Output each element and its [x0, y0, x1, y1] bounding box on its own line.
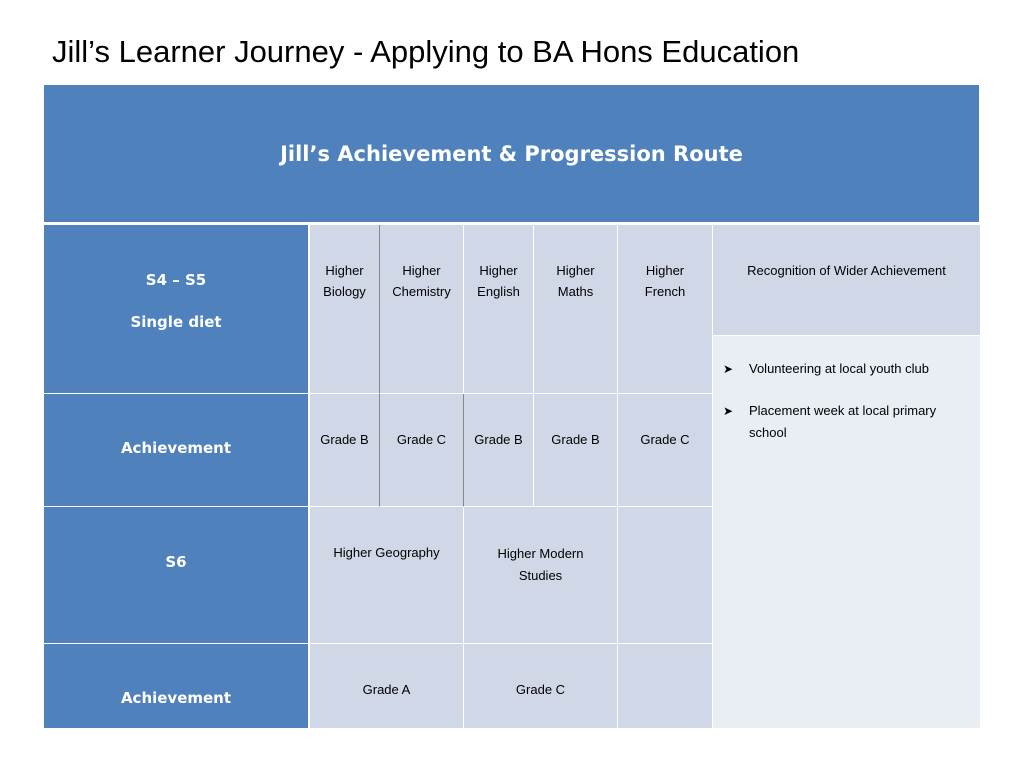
subject-line: Biology: [323, 284, 366, 299]
grade-cell: Grade B: [310, 394, 380, 507]
grade-cell: Grade B: [534, 394, 618, 507]
subject-line: Higher: [556, 263, 595, 278]
subject-line: English: [477, 284, 520, 299]
row-label-s4-s5: [44, 225, 310, 394]
empty-cell: [618, 507, 713, 644]
progression-table: [44, 85, 980, 731]
empty-cell: [618, 644, 713, 728]
subject-line: Chemistry: [392, 284, 451, 299]
grade-cell: Grade B: [464, 394, 534, 507]
subject-line: Higher: [325, 263, 364, 278]
subject-line: Higher: [479, 263, 518, 278]
subject-cell: [618, 225, 713, 394]
grade-cell: Grade C: [464, 644, 618, 728]
list-item: [723, 358, 970, 380]
list-item-text: Placement week at local primary school: [749, 403, 937, 440]
grade-cell: Grade C: [380, 394, 464, 507]
arrow-bullet-icon: ➤: [723, 404, 734, 418]
row-label-achievement: Achievement: [44, 394, 310, 507]
row-label-s4-s5-line1: S4 – S5: [145, 271, 207, 289]
grade-cell: Grade A: [310, 644, 464, 728]
rwa-list: [713, 336, 980, 728]
subject-cell: [310, 225, 380, 394]
subject-line: Higher: [645, 263, 685, 278]
page-title: Jill’s Learner Journey - Applying to BA Hons Education: [52, 34, 800, 69]
arrow-bullet-icon: ➤: [723, 362, 734, 376]
grade-cell: Grade C: [618, 394, 713, 507]
list-item: [723, 400, 970, 444]
subject-cell: [464, 225, 534, 394]
subject-line: French: [644, 284, 686, 299]
list-item-text: Volunteering at local youth club: [749, 361, 929, 376]
row-label-achievement: Achievement: [44, 644, 310, 728]
subject-line: Maths: [557, 284, 594, 299]
subject-cell: Higher Geography: [310, 507, 464, 644]
subject-cell: [380, 225, 464, 394]
table-header: Jill’s Achievement & Progression Route: [44, 85, 980, 225]
rwa-header: Recognition of Wider Achievement: [713, 225, 980, 336]
subject-line: Higher: [402, 263, 441, 278]
row-label-s4-s5-line2: Single diet: [130, 313, 222, 331]
subject-cell: [534, 225, 618, 394]
subject-cell: Higher Modern Studies: [464, 507, 618, 644]
row-label-s6: S6: [44, 507, 310, 644]
